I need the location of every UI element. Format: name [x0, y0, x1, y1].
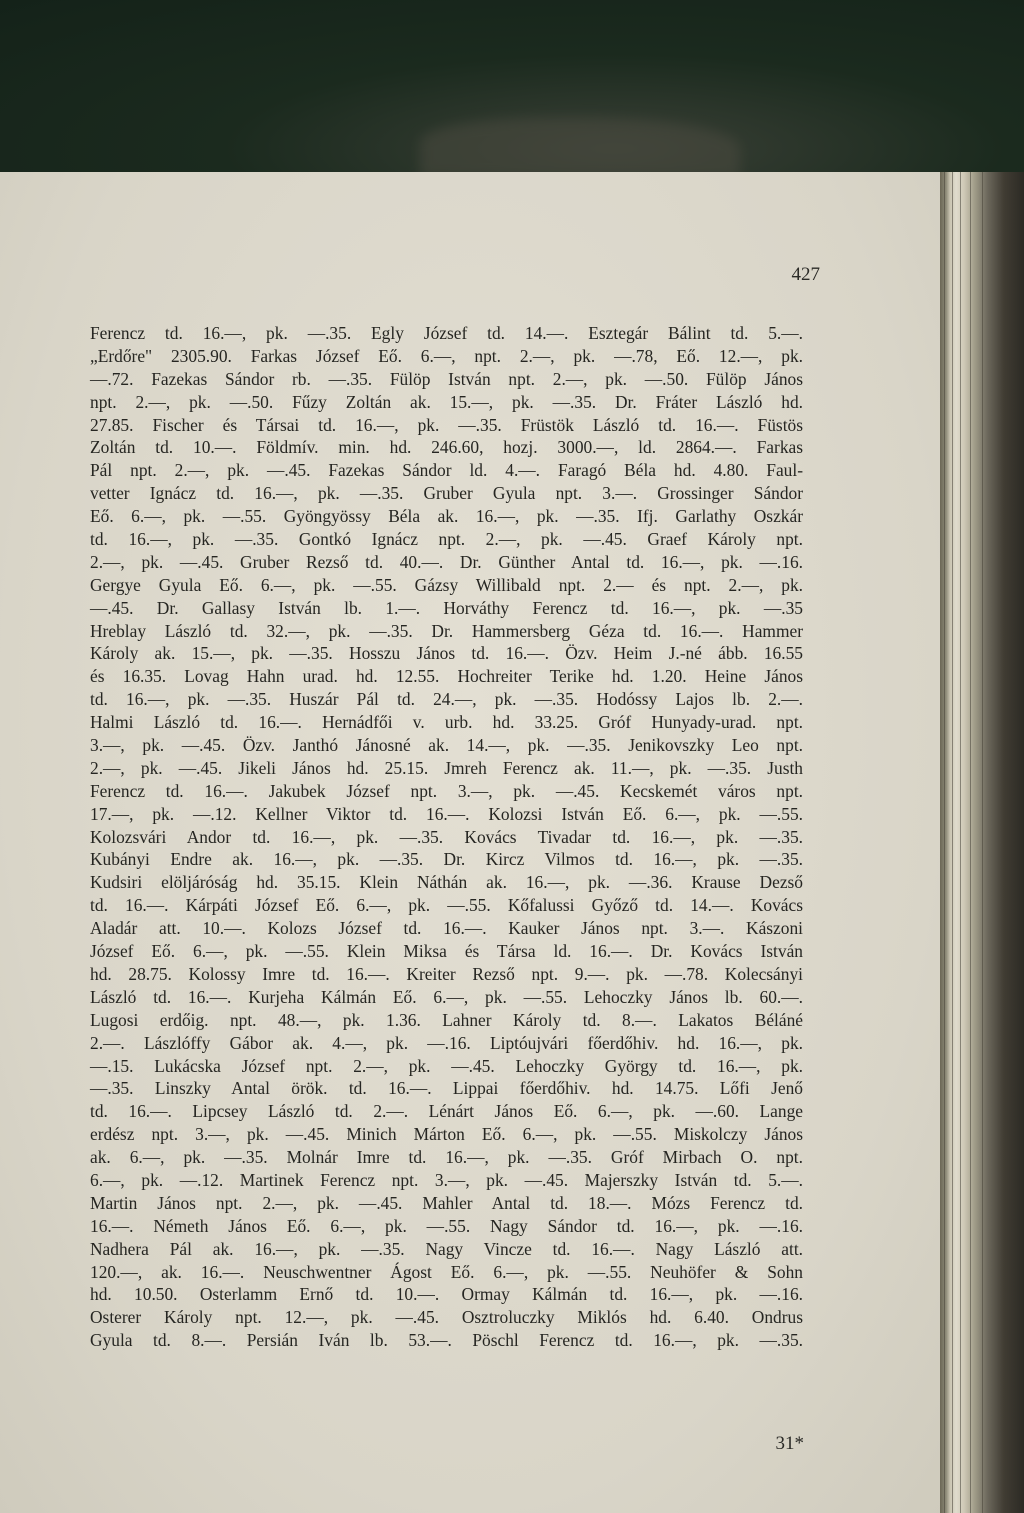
scanner-background: [0, 0, 1024, 175]
text-line: 6.—, pk. —.12. Martinek Ferencz npt. 3.—, pk. —.45. Majerszky István td. 5.—.: [90, 1169, 803, 1190]
text-line: —.45. Dr. Gallasy István lb. 1.—. Horváthy Ferencz td. 16.—, pk. —.35: [90, 597, 803, 618]
text-line: hd. 10.50. Osterlamm Ernő td. 10.—. Ormay Kálmán td. 16.—, pk. —.16.: [90, 1284, 803, 1305]
page-edge-line: [960, 172, 961, 1513]
background-shadow: [420, 118, 740, 178]
text-line: Zoltán td. 10.—. Földmív. min. hd. 246.60, hozj. 3000.—, ld. 2864.—. Farkas: [90, 437, 803, 458]
text-line: 3.—, pk. —.45. Özv. Janthó Jánosné ak. 14.—, pk. —.35. Jenikovszky Leo npt.: [90, 735, 803, 756]
text-line: td. 16.—, pk. —.35. Gontkó Ignácz npt. 2.—, pk. —.45. Graef Károly npt.: [90, 529, 803, 550]
text-line: Hreblay László td. 32.—, pk. —.35. Dr. Hammersberg Géza td. 16.—. Hammer: [90, 620, 803, 641]
text-line: Gyula td. 8.—. Persián Iván lb. 53.—. Pöschl Ferencz td. 16.—, pk. —.35.: [90, 1330, 803, 1351]
text-line: npt. 2.—, pk. —.50. Fűzy Zoltán ak. 15.—, pk. —.35. Dr. Fráter László hd.: [90, 391, 803, 412]
signature-mark: 31*: [775, 1433, 804, 1454]
page-number: 427: [791, 264, 820, 285]
text-line: td. 16.—. Kárpáti József Eő. 6.—, pk. —.55. Kőfalussi Győző td. 14.—. Kovács: [90, 895, 803, 916]
text-line: 120.—, ak. 16.—. Neuschwentner Ágost Eő. 6.—, pk. —.55. Neuhöfer & Sohn: [90, 1261, 803, 1282]
text-line: Eő. 6.—, pk. —.55. Gyöngyössy Béla ak. 16.—, pk. —.35. Ifj. Garlathy Oszkár: [90, 506, 803, 527]
page-edge-line: [944, 172, 945, 1513]
page-edge-line: [982, 172, 983, 1513]
text-line: Kudsiri elöljáróság hd. 35.15. Klein Náthán ak. 16.—, pk. —.36. Krause Dezső: [90, 872, 803, 893]
text-line: Kolozsvári Andor td. 16.—, pk. —.35. Kovács Tivadar td. 16.—, pk. —.35.: [90, 826, 803, 847]
text-line: 17.—, pk. —.12. Kellner Viktor td. 16.—. Kolozsi István Eő. 6.—, pk. —.55.: [90, 803, 803, 824]
text-line: Osterer Károly npt. 12.—, pk. —.45. Osztroluczky Miklós hd. 6.40. Ondrus: [90, 1307, 803, 1328]
text-line: Lugosi erdőig. npt. 48.—, pk. 1.36. Lahner Károly td. 8.—. Lakatos Béláné: [90, 1009, 803, 1030]
text-line: 27.85. Fischer és Társai td. 16.—, pk. —.35. Früstök László td. 16.—. Füstös: [90, 414, 803, 435]
text-line: Kubányi Endre ak. 16.—, pk. —.35. Dr. Kircz Vilmos td. 16.—, pk. —.35.: [90, 849, 803, 870]
text-line: Ferencz td. 16.—. Jakubek József npt. 3.—, pk. —.45. Kecskemét város npt.: [90, 780, 803, 801]
text-line: Gergye Gyula Eő. 6.—, pk. —.55. Gázsy Willibald npt. 2.— és npt. 2.—, pk.: [90, 574, 803, 595]
text-line: Nadhera Pál ak. 16.—, pk. —.35. Nagy Vincze td. 16.—. Nagy László att.: [90, 1238, 803, 1259]
text-line: 2.—, pk. —.45. Gruber Rezső td. 40.—. Dr. Günther Antal td. 16.—, pk. —.16.: [90, 551, 803, 572]
book-page-edges: [940, 172, 1024, 1513]
text-line: Ferencz td. 16.—, pk. —.35. Egly József td. 14.—. Esztegár Bálint td. 5.—.: [90, 323, 803, 343]
text-line: Aladár att. 10.—. Kolozs József td. 16.—. Kauker János npt. 3.—. Kászoni: [90, 918, 803, 939]
text-line: Halmi László td. 16.—. Hernádfői v. urb. hd. 33.25. Gróf Hunyady-urad. npt.: [90, 712, 803, 733]
text-line: erdész npt. 3.—, pk. —.45. Minich Márton Eő. 6.—, pk. —.55. Miskolczy János: [90, 1124, 803, 1145]
text-line: —.15. Lukácska József npt. 2.—, pk. —.45. Lehoczky György td. 16.—, pk.: [90, 1055, 803, 1076]
text-line: ak. 6.—, pk. —.35. Molnár Imre td. 16.—, pk. —.35. Gróf Mirbach O. npt.: [90, 1147, 803, 1168]
text-line: 16.—. Németh János Eő. 6.—, pk. —.55. Nagy Sándor td. 16.—, pk. —.16.: [90, 1215, 803, 1236]
text-line: —.35. Linszky Antal örök. td. 16.—. Lippai főerdőhiv. hd. 14.75. Lőfi Jenő: [90, 1078, 803, 1099]
text-line: td. 16.—, pk. —.35. Huszár Pál td. 24.—, pk. —.35. Hodóssy Lajos lb. 2.—.: [90, 689, 803, 710]
body-text: [90, 322, 803, 1352]
text-line: László td. 16.—. Kurjeha Kálmán Eő. 6.—, pk. —.55. Lehoczky János lb. 60.—.: [90, 986, 803, 1007]
page-edge-line: [970, 172, 971, 1513]
text-line: td. 16.—. Lipcsey László td. 2.—. Lénárt János Eő. 6.—, pk. —.60. Lange: [90, 1101, 803, 1122]
text-line: „Erdőre" 2305.90. Farkas József Eő. 6.—, npt. 2.—, pk. —.78, Eő. 12.—, pk.: [90, 345, 803, 366]
text-line: József Eő. 6.—, pk. —.55. Klein Miksa és Társa ld. 16.—. Dr. Kovács István: [90, 941, 803, 962]
text-line: Martin János npt. 2.—, pk. —.45. Mahler Antal td. 18.—. Mózs Ferencz td.: [90, 1192, 803, 1213]
text-line: 2.—, pk. —.45. Jikeli János hd. 25.15. Jmreh Ferencz ak. 11.—, pk. —.35. Justh: [90, 757, 803, 778]
page-edge-line: [952, 172, 953, 1513]
text-line: Károly ak. 15.—, pk. —.35. Hosszu János td. 16.—. Özv. Heim J.-né ább. 16.55: [90, 643, 803, 664]
text-line: vetter Ignácz td. 16.—, pk. —.35. Gruber Gyula npt. 3.—. Grossinger Sándor: [90, 483, 803, 504]
text-line: 2.—. Lászlóffy Gábor ak. 4.—, pk. —.16. Liptóujvári főerdőhiv. hd. 16.—, pk.: [90, 1032, 803, 1053]
text-line: hd. 28.75. Kolossy Imre td. 16.—. Kreiter Rezső npt. 9.—. pk. —.78. Kolecsányi: [90, 963, 803, 984]
text-line: Pál npt. 2.—, pk. —.45. Fazekas Sándor ld. 4.—. Faragó Béla hd. 4.80. Faul-: [90, 460, 803, 481]
text-line: —.72. Fazekas Sándor rb. —.35. Fülöp István npt. 2.—, pk. —.50. Fülöp János: [90, 368, 803, 389]
text-line: és 16.35. Lovag Hahn urad. hd. 12.55. Hochreiter Terike hd. 1.20. Heine János: [90, 666, 803, 687]
